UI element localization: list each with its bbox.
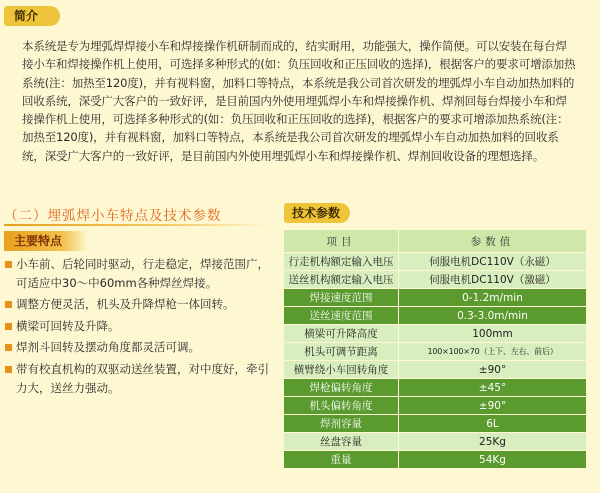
spec-value: ±45° [399,379,587,397]
spec-value: 0.3-3.0m/min [399,307,587,325]
square-bullet-icon [5,261,12,268]
specs-header-tab: 技术参数 [284,203,350,223]
spec-name: 送丝速度范围 [284,307,399,325]
table-row [284,397,587,415]
spec-value: 54Kg [399,451,587,469]
feature-item [4,338,276,357]
spec-value: 100×100×70（上下、左右、前后） [399,343,587,361]
feature-item [4,295,276,314]
square-bullet-icon [5,323,12,330]
table-row [284,415,587,433]
feature-item [4,255,276,292]
spec-value: ±90° [399,361,587,379]
feature-text: 横梁可回转及升降。 [16,318,120,333]
column-header-item: 项目 [284,230,399,253]
column-header-value: 参数值 [399,230,587,253]
table-row [284,271,587,289]
spec-name: 机头偏转角度 [284,397,399,415]
table-row [284,451,587,469]
spec-value: 0-1.2m/min [399,289,587,307]
table-row [284,343,587,361]
spec-name: 行走机构额定输入电压 [284,253,399,271]
table-row [284,379,587,397]
feature-text: 调整方便灵活，机头及升降焊枪一体回转。 [16,297,235,312]
intro-paragraph: 本系统是专为埋弧焊焊接小车和焊接操作机研制而成的，结实耐用，功能强大，操作简便。可以安装在每台焊接小车和焊接操作机上使用，可选择多种形式的(如：负压回收和正压回收的选择)，根据客户的要求可增添加热系统(注：加热至120度)，并有视料窗，加料口等特点，本系统是我公司首次研发的埋弧焊小车自动加热加料的回收系统，深受广大客户的一致好评，是目前国内外使用埋弧焊小车和焊接操作机、焊剂回每台焊接小车和焊接操作机上使用，可选择多种形式的(如：负压回收和正压回收的选择)，根据客户的要求可增添加热系统(注：加热至120度)，并有视料窗，加料口等特点，本系统是我公司首次研发的埋弧焊小车自动加热加料的回收系统，深受广大客户的一致好评，是目前国内外使用埋弧焊小车和焊接操作机、焊剂回收设备的理想选择。 [22,39,576,163]
table-row [284,307,587,325]
square-bullet-icon [5,344,12,351]
feature-item [4,360,276,397]
spec-value: 伺服电机DC110V（激磁） [399,271,587,289]
table-row [284,289,587,307]
square-bullet-icon [5,366,12,373]
table-row [284,361,587,379]
spec-name: 丝盘容量 [284,433,399,451]
spec-value: 100mm [399,325,587,343]
spec-value: 25Kg [399,433,587,451]
feature-text: 焊剂斗回转及摆动角度都灵活可调。 [16,340,200,355]
spec-value: 6L [399,415,587,433]
intro-header-tab: 简介 [4,6,60,26]
spec-name: 送丝机构额定输入电压 [284,271,399,289]
features-header-tab: 主要特点 [4,231,88,251]
spec-name: 横梁可升降高度 [284,325,399,343]
table-header-row [284,230,587,253]
feature-text: 小车前、后轮同时驱动，行走稳定，焊接范围广，可适应中30～中60mm各种焊丝焊接。 [16,257,269,290]
spec-name: 横臂绕小车回转角度 [284,361,399,379]
specs-table [283,229,587,469]
feature-item [4,317,276,336]
spec-value: ±90° [399,397,587,415]
spec-name: 焊接速度范围 [284,289,399,307]
section-divider [4,224,270,226]
features-list [4,255,276,400]
spec-name: 重量 [284,451,399,469]
section-title: （二）埋弧焊小车特点及技术参数 [4,208,222,224]
table-row [284,433,587,451]
spec-name: 焊枪偏转角度 [284,379,399,397]
spec-name: 机头可调节距离 [284,343,399,361]
square-bullet-icon [5,301,12,308]
feature-text: 带有校直机构的双驱动送丝装置，对中度好，牵引力大，送丝力强动。 [16,361,269,395]
table-row [284,325,587,343]
table-row [284,253,587,271]
spec-name: 焊剂容量 [284,415,399,433]
spec-value: 伺服电机DC110V（永磁） [399,253,587,271]
